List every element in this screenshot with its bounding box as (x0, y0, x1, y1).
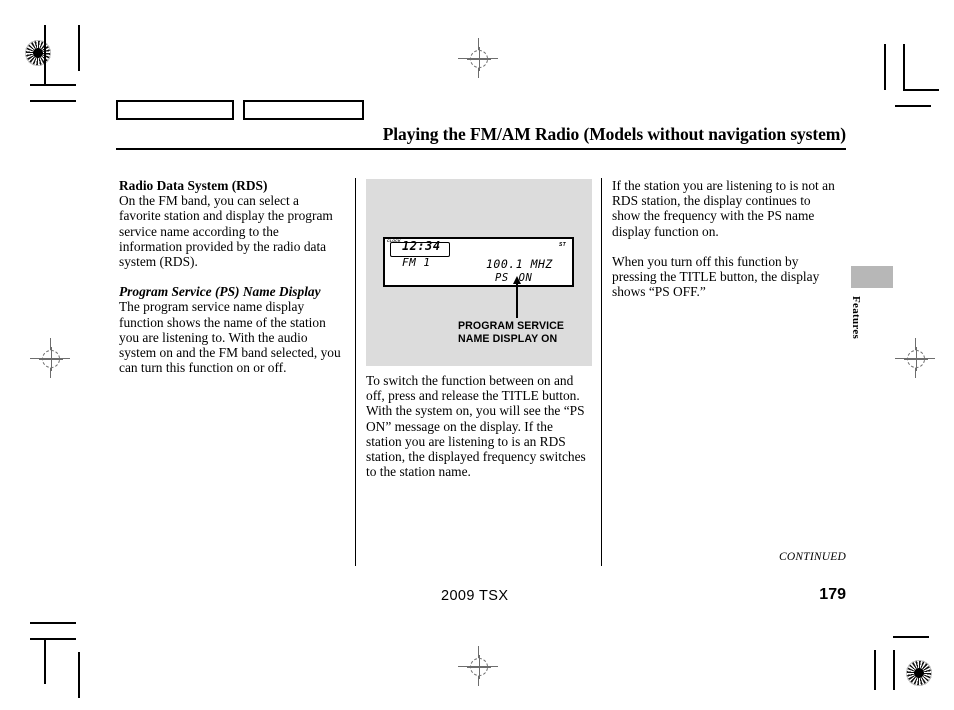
figure-caption-line1: PROGRAM SERVICE (458, 320, 565, 332)
middle-column (366, 373, 590, 479)
stereo-indicator: ST (559, 242, 566, 248)
ps-state: ON (518, 272, 533, 284)
left-column (119, 178, 343, 375)
registration-target-bottom-right (906, 660, 932, 686)
model-year-label: 2009 TSX (441, 588, 509, 604)
header-tab-box-left (116, 100, 234, 120)
ps-label: PS (495, 272, 509, 284)
registration-crosshair-right (895, 338, 935, 378)
continued-label: CONTINUED (779, 551, 846, 563)
radio-display-figure (366, 179, 592, 366)
frequency-readout (486, 258, 553, 271)
left-heading-ps-name-display: Program Service (PS) Name Display (119, 284, 321, 300)
right-paragraph-non-rds: If the station you are listening to is not an RDS station, the display continues to show the frequency with the PS name display function on. (612, 178, 835, 239)
column-divider-right (601, 178, 602, 566)
registration-crosshair-top (458, 38, 498, 78)
right-column-spacer (612, 239, 840, 254)
frequency-unit: MHZ (530, 257, 553, 271)
registration-target-top-left (25, 40, 51, 66)
left-heading-rds: Radio Data System (RDS) (119, 178, 268, 193)
crop-mark-tl-horizontal-outer (30, 100, 76, 102)
title-divider-rule (116, 148, 846, 150)
crop-mark-tr-horizontal-outer (895, 105, 931, 107)
middle-paragraph-title-button: To switch the function between on and off, press and release the TITLE button. With the system on, you will see the “PS ON” message on the display. If the station you are listening to is an RDS station, the displayed frequency switches to the station name. (366, 373, 586, 480)
registration-crosshair-bottom (458, 646, 498, 686)
figure-caption (458, 320, 564, 346)
crop-mark-tr-horizontal (903, 89, 939, 91)
band-indicator: FM 1 (402, 256, 431, 269)
crop-mark-bl-horizontal-outer (30, 622, 76, 624)
crop-mark-bl-vertical (44, 638, 46, 684)
crop-mark-tr-vertical-outer (884, 44, 886, 90)
crop-mark-bl-vertical-outer (78, 652, 80, 698)
left-paragraph-rds: On the FM band, you can select a favorite station and display the program service name according to the information provided by the radio data system (RDS). (119, 193, 333, 270)
callout-leader-arrow (516, 283, 518, 318)
crop-mark-tl-horizontal (30, 84, 76, 86)
left-column-spacer (119, 269, 343, 284)
clock-label: CLOCK (387, 239, 401, 243)
right-column (612, 178, 840, 299)
right-paragraph-ps-off: When you turn off this function by pressing the TITLE button, the display shows “PS OFF.” (612, 253, 820, 300)
section-tab-label: Features (850, 296, 862, 340)
figure-caption-line2: NAME DISPLAY ON (458, 333, 558, 345)
crop-mark-br-vertical (893, 650, 895, 690)
frequency-value: 100.1 (486, 257, 524, 271)
crop-mark-tr-vertical (903, 44, 905, 90)
section-tab-marker (851, 266, 893, 288)
crop-mark-tl-vertical (44, 25, 46, 85)
radio-lcd-panel (383, 237, 574, 287)
left-paragraph-ps-name-display: The program service name display function shows the name of the station you are listening to. With the audio system on and the FM band selected, you can turn this function on or off. (119, 299, 341, 376)
page-number: 179 (819, 586, 846, 603)
column-divider-left (355, 178, 356, 566)
crop-mark-bl-horizontal (30, 638, 76, 640)
crop-mark-br-horizontal (893, 636, 929, 638)
crop-mark-br-vertical-outer (874, 650, 876, 690)
clock-time-value: 12:34 (402, 238, 441, 253)
registration-crosshair-left (30, 338, 70, 378)
header-tab-box-right (243, 100, 364, 120)
crop-mark-tl-vertical-outer (78, 25, 80, 71)
page-title: Playing the FM/AM Radio (Models without navigation system) (382, 124, 846, 144)
